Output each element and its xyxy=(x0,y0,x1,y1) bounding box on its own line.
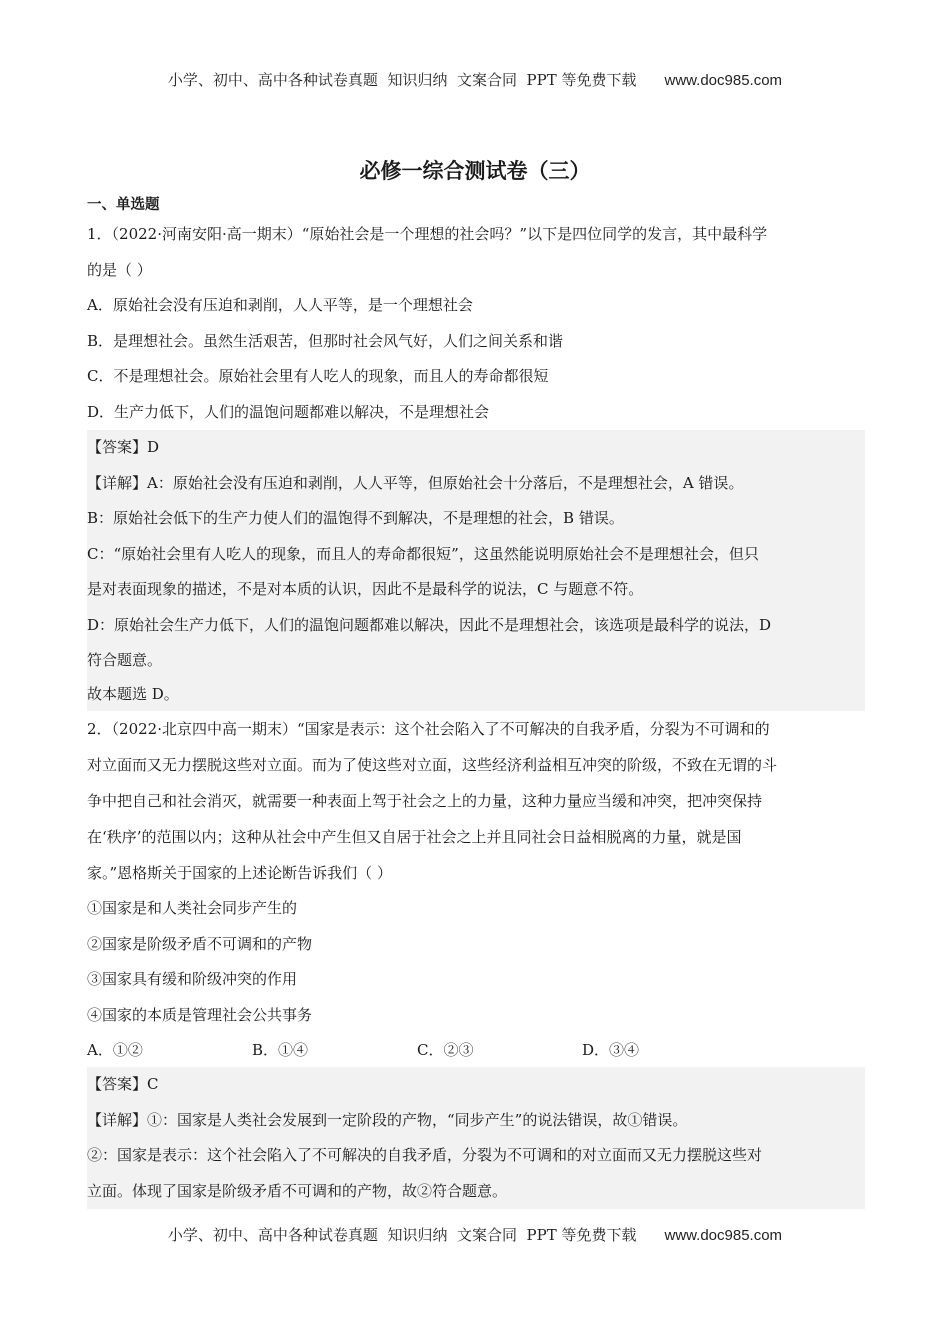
q2-stem-line-5: 家。”恩格斯关于国家的上述论断告诉我们（ ） xyxy=(87,864,392,882)
q2-item-4: ④国家的本质是管理社会公共事务 xyxy=(87,1005,313,1024)
q1-explain-line-4: 是对表面现象的描述，不是对本质的认识，因此不是最科学的说法，C 与题意不符。 xyxy=(87,580,644,598)
question-1 xyxy=(87,216,865,711)
q2-options-row xyxy=(87,1033,865,1067)
q2-answer-box xyxy=(87,1067,865,1209)
footer-text: 小学、初中、高中各种试卷真题 知识归纳 文案合同 PPT 等免费下载 xyxy=(167,1226,637,1244)
q1-option-d: D．生产力低下，人们的温饱问题都难以解决，不是理想社会 xyxy=(87,402,490,421)
q2-option-d: D．③④ xyxy=(582,1041,640,1059)
q2-item-2: ②国家是阶级矛盾不可调和的产物 xyxy=(87,934,313,953)
q2-item-3: ③国家具有缓和阶级冲突的作用 xyxy=(87,970,298,988)
q2-item-1: ①国家是和人类社会同步产生的 xyxy=(87,899,298,917)
header-text: 小学、初中、高中各种试卷真题 知识归纳 文案合同 PPT 等免费下载 xyxy=(167,71,637,89)
document-body xyxy=(87,194,865,1209)
question-2 xyxy=(87,711,865,1209)
q2-explain-line-1: 【详解】①：国家是人类社会发展到一定阶段的产物，“同步产生”的说法错误，故①错误。 xyxy=(87,1110,688,1129)
q2-stem-line-1: 2．（2022·北京四中高一期末）“国家是表示：这个社会陷入了不可解决的自我矛盾，分裂为不可调和的 xyxy=(87,720,770,738)
page-title: 必修一综合测试卷（三） xyxy=(359,159,591,183)
q1-option-b: B．是理想社会。虽然生活艰苦，但那时社会风气好，人们之间关系和谐 xyxy=(87,331,564,350)
q1-explain-line-1: 【详解】A：原始社会没有压迫和剥削，人人平等，但原始社会十分落后，不是理想社会，A 错误。 xyxy=(87,473,744,492)
page-header xyxy=(0,69,950,90)
q1-answer-box xyxy=(87,430,865,711)
q1-explain-line-5: D：原始社会生产力低下，人们的温饱问题都难以解决，因此不是理想社会，该选项是最科学的说法，D xyxy=(87,615,772,634)
q2-option-b: B．①④ xyxy=(252,1041,309,1059)
q1-explain-line-3: C：“原始社会里有人吃人的现象，而且人的寿命都很短”，这虽然能说明原始社会不是理想社会，但只 xyxy=(87,544,759,563)
q1-answer: 【答案】D xyxy=(87,438,160,456)
q2-stem-line-3: 争中把自己和社会消灭，就需要一种表面上驾于社会之上的力量，这种力量应当缓和冲突，把冲突保持 xyxy=(87,792,763,810)
q1-explain-line-7: 故本题选 D。 xyxy=(87,685,179,703)
page-footer xyxy=(0,1224,950,1245)
q2-explain-line-2: ②：国家是表示：这个社会陷入了不可解决的自我矛盾，分裂为不可调和的对立面而又无力摆脱这些对 xyxy=(87,1146,763,1164)
footer-url[interactable]: www.doc985.com xyxy=(664,1227,783,1244)
q2-option-a: A．①② xyxy=(87,1041,143,1059)
q2-stem-line-2: 对立面而又无力摆脱这些对立面。而为了使这些对立面，这些经济利益相互冲突的阶级，不致在无谓的斗 xyxy=(87,756,778,774)
q1-option-c: C．不是理想社会。原始社会里有人吃人的现象，而且人的寿命都很短 xyxy=(87,367,549,385)
q2-answer: 【答案】C xyxy=(87,1075,159,1093)
q1-option-a: A．原始社会没有压迫和剥削，人人平等，是一个理想社会 xyxy=(87,296,473,314)
q1-explain-line-2: B：原始社会低下的生产力使人们的温饱得不到解决，不是理想的社会，B 错误。 xyxy=(87,509,624,527)
q1-explain-line-6: 符合题意。 xyxy=(87,651,163,669)
section-heading: 一、单选题 xyxy=(87,197,160,213)
q1-stem-line-1: 1．（2022·河南安阳·高一期末）“原始社会是一个理想的社会吗？”以下是四位同学的发言，其中最科学 xyxy=(87,225,768,243)
q2-option-c: C．②③ xyxy=(417,1041,474,1059)
header-url[interactable]: www.doc985.com xyxy=(664,72,783,89)
q1-stem-line-2: 的是（ ） xyxy=(87,261,152,279)
q2-stem-line-4: 在‘秩序’的范围以内；这种从社会中产生但又自居于社会之上并且同社会日益相脱离的力量，就是国 xyxy=(87,828,742,846)
q2-explain-line-3: 立面。体现了国家是阶级矛盾不可调和的产物，故②符合题意。 xyxy=(87,1181,508,1200)
